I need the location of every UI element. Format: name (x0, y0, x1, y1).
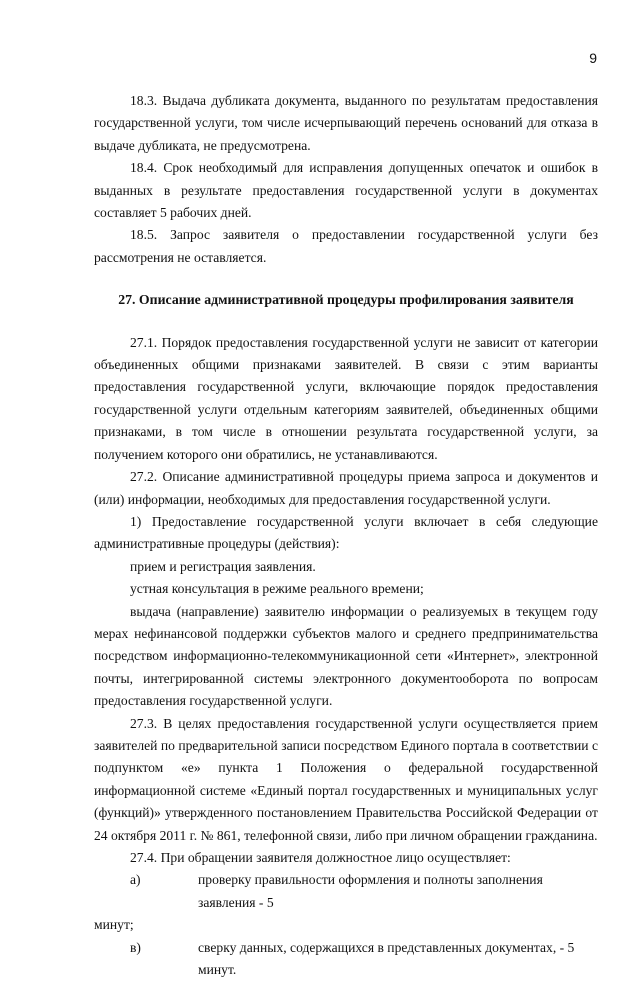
procedure-item-1: прием и регистрация заявления. (130, 558, 316, 574)
paragraph-27-3: 27.3. В целях предоставления государственной услуги осуществляется прием заявителей по предварительной записи посредством Единого портала в соответствии с подпунктом «е» пункта 1 Положения о федеральной государственной информационной системе «Единый портал государственных и муниципальных услуг (функций)» утвержденного постановлением Правительства Российской Федерации от 24 октября 2011 г. № 861, телефонной связи, либо при личном обращении гражданина. (94, 715, 598, 843)
document-body (94, 90, 598, 981)
procedure-item-3: выдача (направление) заявителю информации о реализуемых в текущем году мерах нефинансовой поддержки субъектов малого и среднего предпринимательства посредством информационно-телекоммуникационной сети «Интернет», электронной почты, интегрированной системы электронного документооборота по вопросам предоставления государственной услуги. (94, 603, 598, 709)
paragraph-27-2: 27.2. Описание административной процедуры приема запроса и документов и (или) информации, необходимых для предоставления государственной услуги. (94, 469, 598, 507)
procedure-item-2: устная консультация в режиме реального времени; (130, 581, 424, 597)
paragraph-18-5: 18.5. Запрос заявителя о предоставлении государственной услуги без рассмотрения не оставляется. (94, 227, 598, 265)
list-item-b (94, 937, 598, 981)
paragraph-27-2-1: 1) Предоставление государственной услуги включает в себя следующие административные процедуры (действия): (94, 513, 598, 552)
list-item-a-continuation: минут; (94, 917, 134, 933)
section-heading-27: 27. Описание административной процедуры профилирования заявителя (118, 292, 574, 308)
page-number: 9 (589, 50, 597, 66)
paragraph-18-4: 18.4. Срок необходимый для исправления допущенных опечаток и ошибок в выданных в результате предоставления государственной услуги в документах составляет 5 рабочих дней. (94, 160, 598, 221)
paragraph-18-3: 18.3. Выдача дубликата документа, выданного по результатам предоставления государственной услуги, том числе исчерпывающий перечень оснований для отказа в выдаче дубликата, не предусмотрена. (94, 93, 598, 153)
list-item-a (94, 869, 598, 914)
list-item-b-letter: в) (130, 939, 141, 955)
paragraph-27-4: 27.4. При обращении заявителя должностное лицо осуществляет: (130, 850, 511, 865)
paragraph-27-1: 27.1. Порядок предоставления государственной услуги не зависит от категории объединенных общими признаками заявителей. В связи с этим варианты предоставления государственной услуги, включающие порядок предоставления государственной услуги отдельным категориям заявителей, объединенных общими признаками, в том числе в отношении результата государственной услуги, за получением которого они обратились, не устанавливаются. (94, 334, 598, 462)
list-item-a-letter: а) (130, 872, 141, 888)
list-item-b-text: сверку данных, содержащихся в представленных документах, - 5 минут. (198, 939, 575, 978)
list-item-a-text: проверку правильности оформления и полноты заполнения заявления - 5 (198, 872, 543, 910)
